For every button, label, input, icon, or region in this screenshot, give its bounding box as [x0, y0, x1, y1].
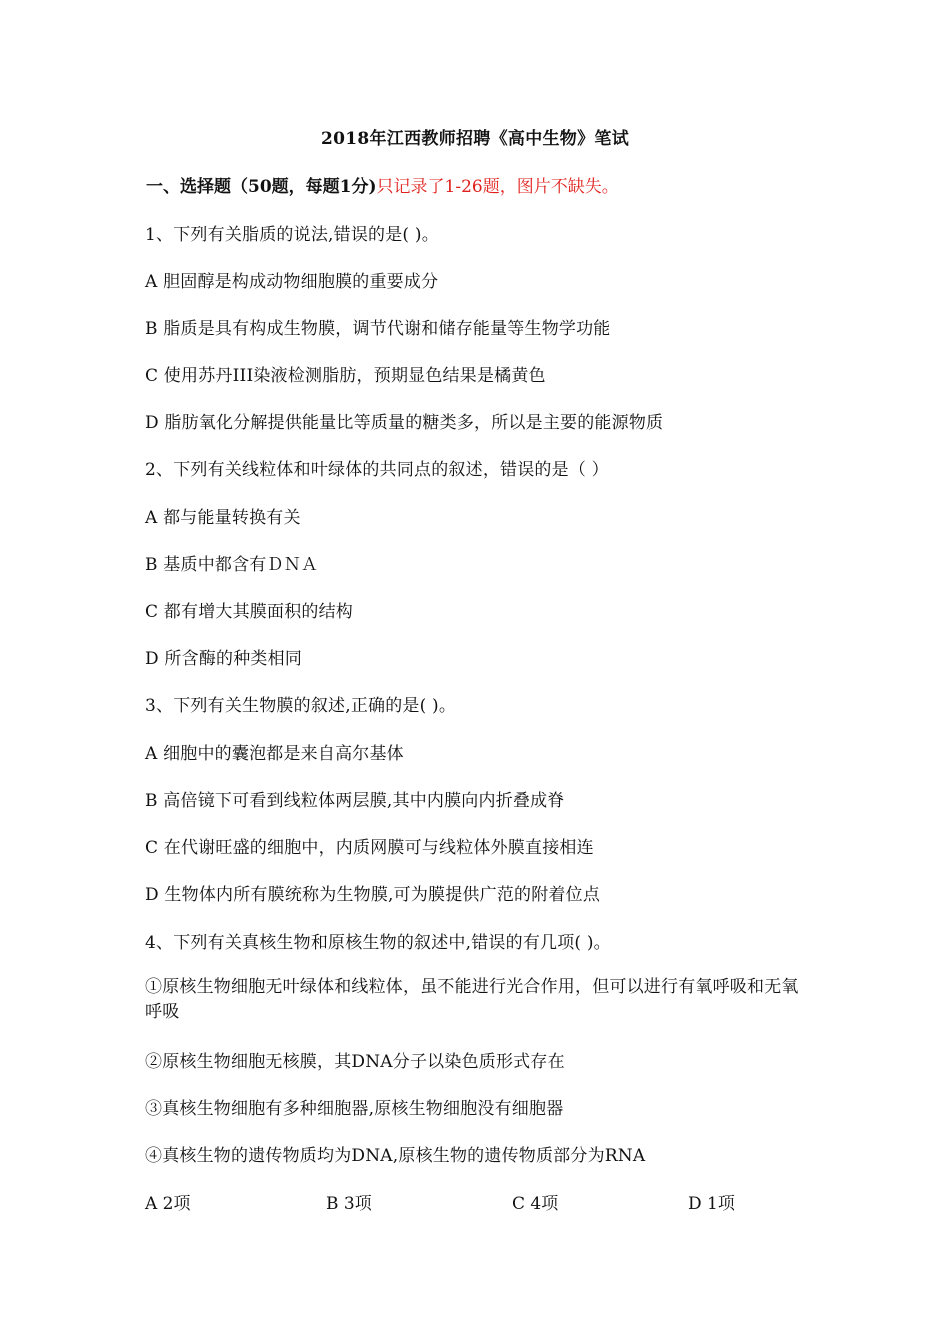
question-2-option-c: C 都有增大其膜面积的结构 — [145, 602, 354, 622]
question-1-option-b: B 脂质是具有构成生物膜，调节代谢和储存能量等生物学功能 — [145, 319, 611, 339]
section-note: 只记录了1-26题，图片不缺失。 — [376, 177, 619, 197]
question-4-choice-b: B 3项 — [326, 1194, 372, 1214]
question-3-option-a: A 细胞中的囊泡都是来自高尔基体 — [145, 744, 404, 764]
question-3-option-c: C 在代谢旺盛的细胞中，内质网膜可与线粒体外膜直接相连 — [145, 838, 594, 858]
section-heading-text: 一、选择题（50题，每题1分) — [146, 177, 377, 197]
question-4-stem: 4、下列有关真核生物和原核生物的叙述中,错误的有几项( )。 — [145, 933, 611, 953]
question-2-option-d: D 所含酶的种类相同 — [145, 649, 303, 669]
question-4-statement-4: ④真核生物的遗传物质均为DNA,原核生物的遗传物质部分为RNA — [145, 1146, 646, 1166]
question-1-option-c: C 使用苏丹III染液检测脂肪，预期显色结果是橘黄色 — [145, 366, 546, 386]
question-3-stem: 3、下列有关生物膜的叙述,正确的是( )。 — [145, 696, 457, 716]
document-title: 2018年江西教师招聘《高中生物》笔试 — [320, 129, 629, 149]
section-heading — [146, 172, 619, 197]
question-4-statement-2: ②原核生物细胞无核膜，其DNA分子以染色质形式存在 — [145, 1052, 565, 1072]
question-3-option-b: B 高倍镜下可看到线粒体两层膜,其中内膜向内折叠成脊 — [145, 791, 565, 811]
question-2-option-b: B 基质中都含有ＤＮＡ — [145, 555, 319, 575]
question-4-statement-1: ①原核生物细胞无叶绿体和线粒体，虽不能进行光合作用，但可以进行有氧呼吸和无氧呼吸 — [145, 977, 799, 1022]
question-1-option-a: A 胆固醇是构成动物细胞膜的重要成分 — [145, 272, 439, 292]
question-1-stem: 1、下列有关脂质的说法,错误的是( )。 — [145, 225, 439, 245]
question-2-stem: 2、下列有关线粒体和叶绿体的共同点的叙述，错误的是（ ） — [145, 460, 609, 480]
question-1-option-d: D 脂肪氧化分解提供能量比等质量的糖类多，所以是主要的能源物质 — [145, 413, 664, 433]
question-2-option-a: A 都与能量转换有关 — [145, 508, 301, 528]
question-4-choice-d: D 1项 — [688, 1194, 735, 1214]
question-4-statement-3: ③真核生物细胞有多种细胞器,原核生物细胞没有细胞器 — [145, 1099, 564, 1119]
question-3-option-d: D 生物体内所有膜统称为生物膜,可为膜提供广范的附着位点 — [145, 885, 601, 905]
question-4-choice-a: A 2项 — [145, 1194, 191, 1214]
question-4-choice-c: C 4项 — [512, 1194, 559, 1214]
